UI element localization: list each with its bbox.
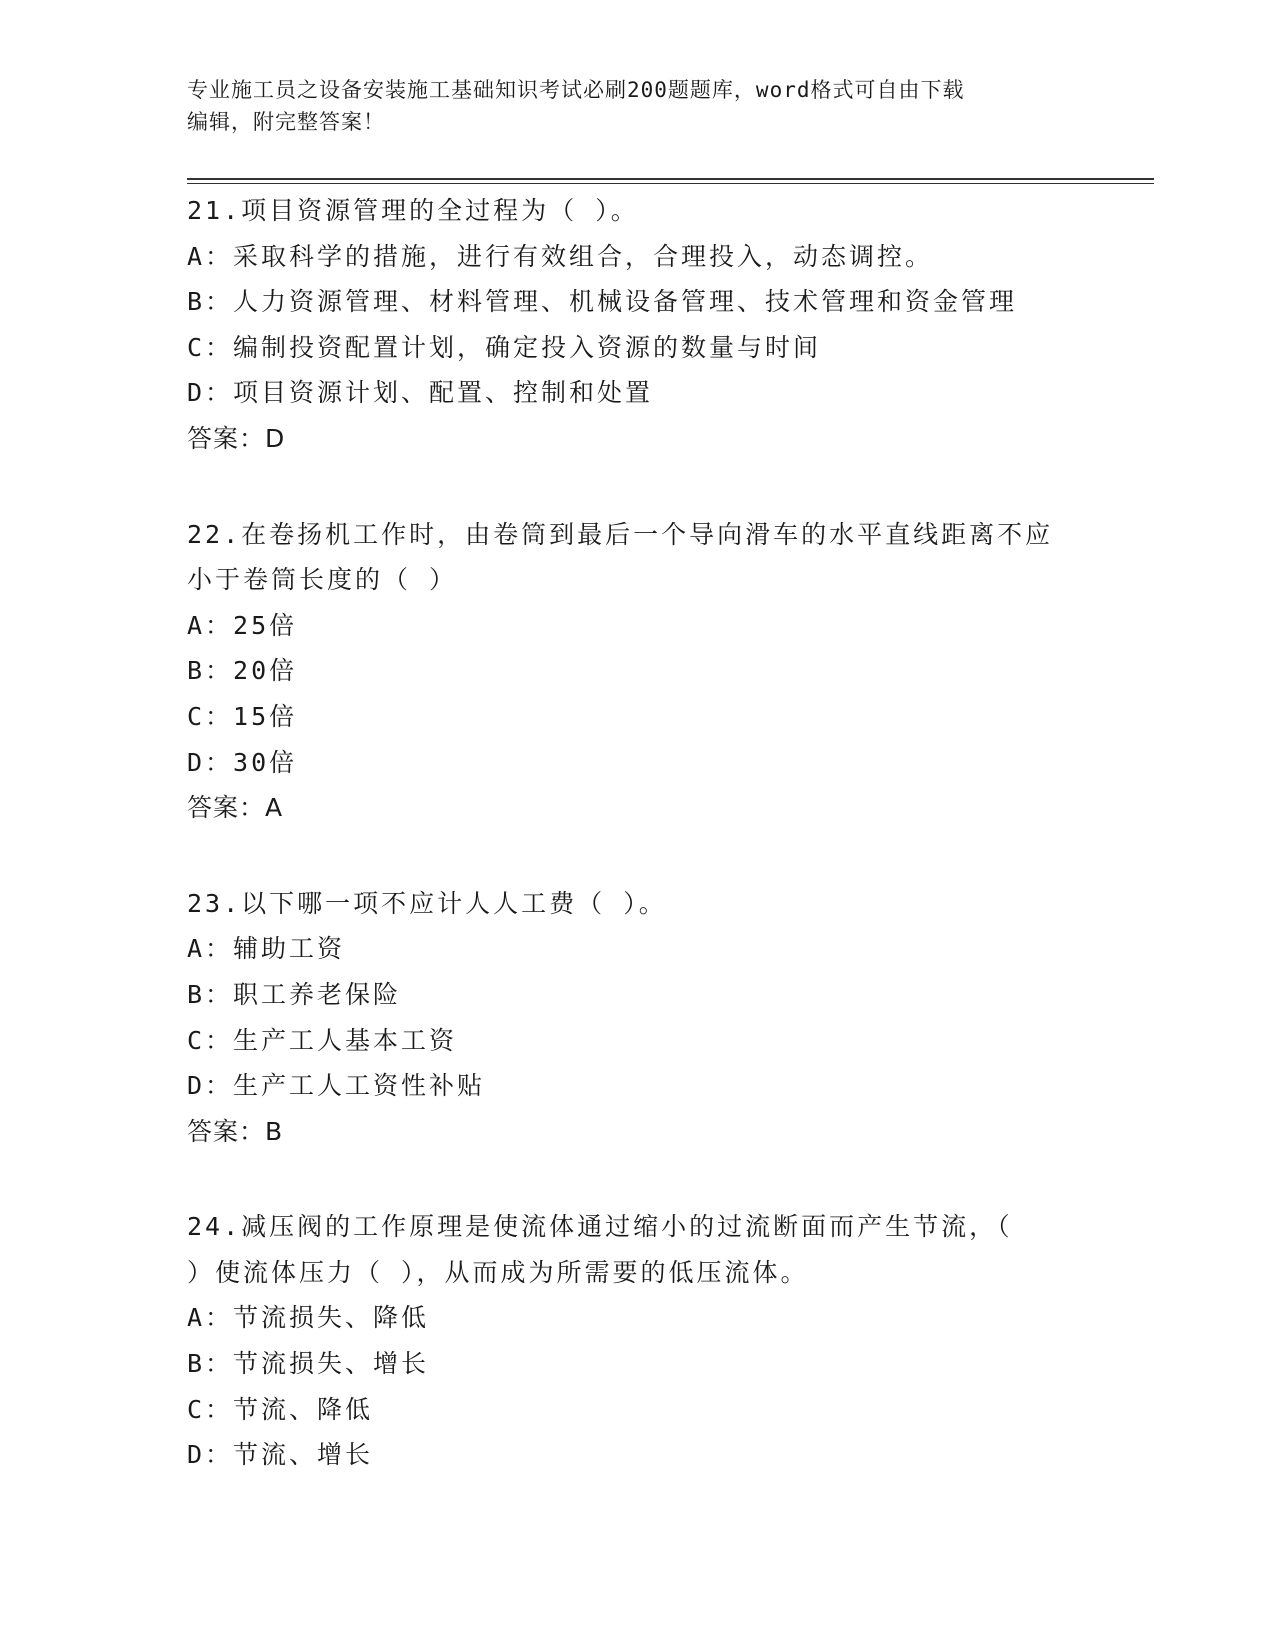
question-stem-continued: 小于卷筒长度的（ ） (187, 565, 458, 595)
option-a: A：辅助工资 (187, 934, 346, 964)
answer-line: 答案：A (187, 793, 284, 823)
question-24 (187, 1204, 1087, 1478)
option-a: A：25倍 (187, 610, 298, 640)
answer-line: 答案：D (187, 423, 286, 453)
question-23 (187, 881, 1087, 1155)
question-list (187, 188, 1087, 1478)
option-b: B：20倍 (187, 656, 298, 686)
header-line-2: 编辑，附完整答案！ (187, 110, 385, 134)
option-d: D：生产工人工资性补贴 (187, 1071, 486, 1101)
question-22 (187, 512, 1087, 831)
answer-line: 答案：B (187, 1116, 284, 1146)
option-d: D：节流、增长 (187, 1440, 374, 1470)
header-divider-thin (187, 183, 1154, 184)
header-line-1: 专业施工员之设备安装施工基础知识考试必刷200题题库，word格式可自由下载 (187, 78, 965, 102)
document-header (187, 74, 1087, 138)
question-21 (187, 188, 1087, 462)
option-d: D：项目资源计划、配置、控制和处置 (187, 378, 654, 408)
option-b: B：人力资源管理、材料管理、机械设备管理、技术管理和资金管理 (187, 287, 1018, 317)
question-stem: 22.在卷扬机工作时，由卷筒到最后一个导向滑车的水平直线距离不应 (187, 519, 1054, 549)
header-divider (187, 178, 1154, 180)
question-stem: 24.减压阀的工作原理是使流体通过缩小的过流断面而产生节流，（ (187, 1212, 1013, 1242)
option-b: B：节流损失、增长 (187, 1349, 430, 1379)
question-stem: 21.项目资源管理的全过程为（ ）。 (187, 196, 639, 225)
option-c: C：15倍 (187, 701, 298, 731)
option-a: A：节流损失、降低 (187, 1303, 430, 1333)
question-stem-continued: ）使流体压力（ ），从而成为所需要的低压流体。 (187, 1257, 809, 1287)
option-d: D：30倍 (187, 747, 298, 777)
option-a: A：采取科学的措施，进行有效组合，合理投入，动态调控。 (187, 241, 934, 271)
question-stem: 23.以下哪一项不应计人人工费（ ）。 (187, 888, 667, 918)
option-c: C：节流、降低 (187, 1394, 374, 1424)
option-c: C：编制投资配置计划，确定投入资源的数量与时间 (187, 332, 822, 362)
option-c: C：生产工人基本工资 (187, 1025, 458, 1055)
option-b: B：职工养老保险 (187, 979, 402, 1009)
